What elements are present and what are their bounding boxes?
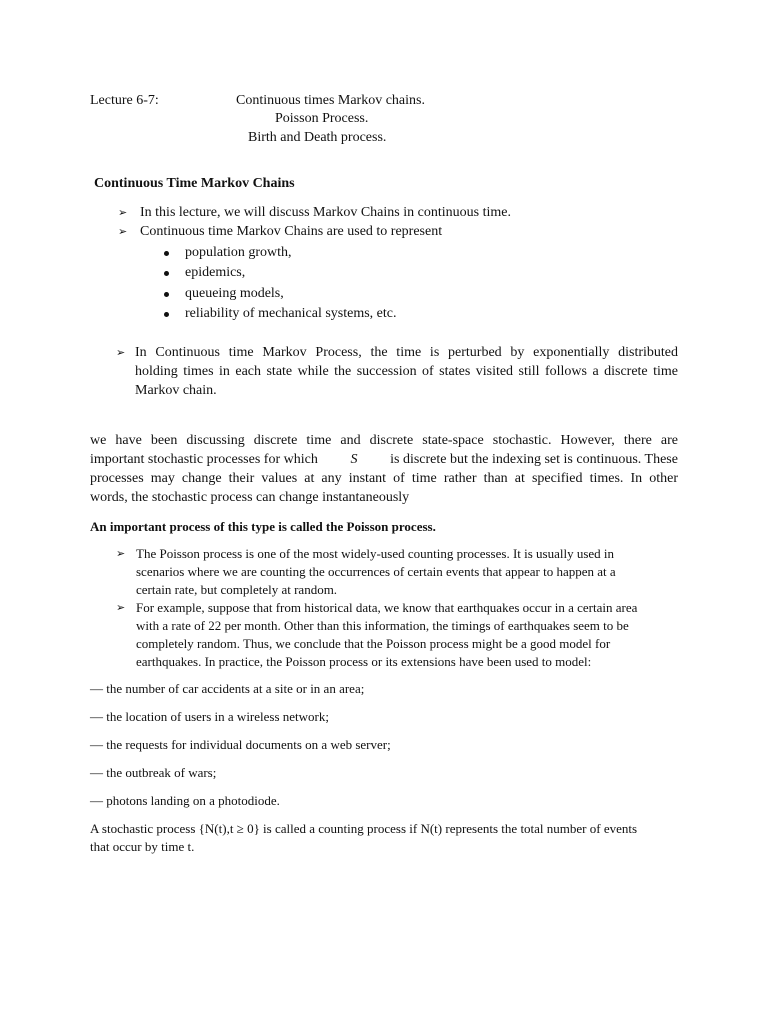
topic-3: Birth and Death process. [248, 130, 387, 145]
dot-bullet-icon [164, 292, 169, 297]
closing-line: A stochastic process {N(t),t ≥ 0} is called a counting process if N(t) represents the total number of events [90, 821, 638, 836]
topic-2: Poisson Process. [275, 111, 369, 126]
arrow-bullet-icon: ➢ [116, 547, 126, 560]
list-item: epidemics, [185, 265, 246, 280]
lecture-label: Lecture 6-7: [90, 93, 159, 108]
paragraph-line: words, the stochastic process can change instantaneously [90, 490, 410, 505]
dash-item: — the number of car accidents at a site or in an area; [90, 681, 365, 696]
list-item-line: certain rate, but completely at random. [136, 582, 338, 597]
list-item-line: In Continuous time Markov Process, the time is perturbed by exponentially distributed [135, 345, 678, 360]
list-item-line: holding times in each state while the succession of states visited still follows a discrete time [135, 364, 678, 379]
list-item-line: The Poisson process is one of the most widely-used counting processes. It is usually used in [136, 546, 615, 561]
arrow-bullet-icon: ➢ [116, 601, 126, 614]
dot-bullet-icon [164, 271, 169, 276]
topic-1: Continuous times Markov chains. [236, 93, 425, 108]
list-item-line: with a rate of 22 per month. Other than this information, the timings of earthquakes seem to be [136, 618, 629, 633]
list-item-line: Markov chain. [135, 383, 217, 398]
paragraph-fragment: is discrete but the indexing set is continuous. These [390, 452, 678, 467]
list-item: Continuous time Markov Chains are used to represent [140, 224, 443, 239]
dash-item: — the location of users in a wireless network; [90, 709, 329, 724]
dot-bullet-icon [164, 312, 169, 317]
arrow-bullet-icon: ➢ [118, 225, 128, 238]
list-item-line: scenarios where we are counting the occurrences of certain events that appear to happen at a [136, 564, 616, 579]
paragraph-line [90, 452, 678, 468]
arrow-bullet-icon: ➢ [118, 206, 128, 219]
list-item: In this lecture, we will discuss Markov Chains in continuous time. [140, 205, 511, 220]
list-item-line: For example, suppose that from historical data, we know that earthquakes occur in a certain area [136, 600, 638, 615]
paragraph-line: we have been discussing discrete time and discrete state-space stochastic. However, there are [90, 433, 678, 448]
dash-item: — photons landing on a photodiode. [90, 793, 280, 808]
list-item-line: completely random. Thus, we conclude that the Poisson process might be a good model for [136, 636, 611, 651]
closing-line: that occur by time t. [90, 839, 195, 854]
paragraph-line: processes may change their values at any instant of time rather than at specified times. In other [90, 471, 678, 486]
dash-item: — the requests for individual documents on a web server; [90, 737, 391, 752]
dot-bullet-icon [164, 251, 169, 256]
arrow-bullet-icon: ➢ [116, 346, 126, 359]
section-title-poisson: An important process of this type is called the Poisson process. [90, 519, 436, 534]
list-item: population growth, [185, 245, 292, 260]
set-symbol: S [350, 452, 358, 467]
section-title-ctmc: Continuous Time Markov Chains [94, 176, 295, 191]
list-item: queueing models, [185, 286, 284, 301]
list-item-line: earthquakes. In practice, the Poisson process or its extensions have been used to model: [136, 654, 592, 669]
list-item: reliability of mechanical systems, etc. [185, 306, 397, 321]
paragraph-fragment: important stochastic processes for which [90, 452, 318, 467]
dash-item: — the outbreak of wars; [90, 765, 217, 780]
